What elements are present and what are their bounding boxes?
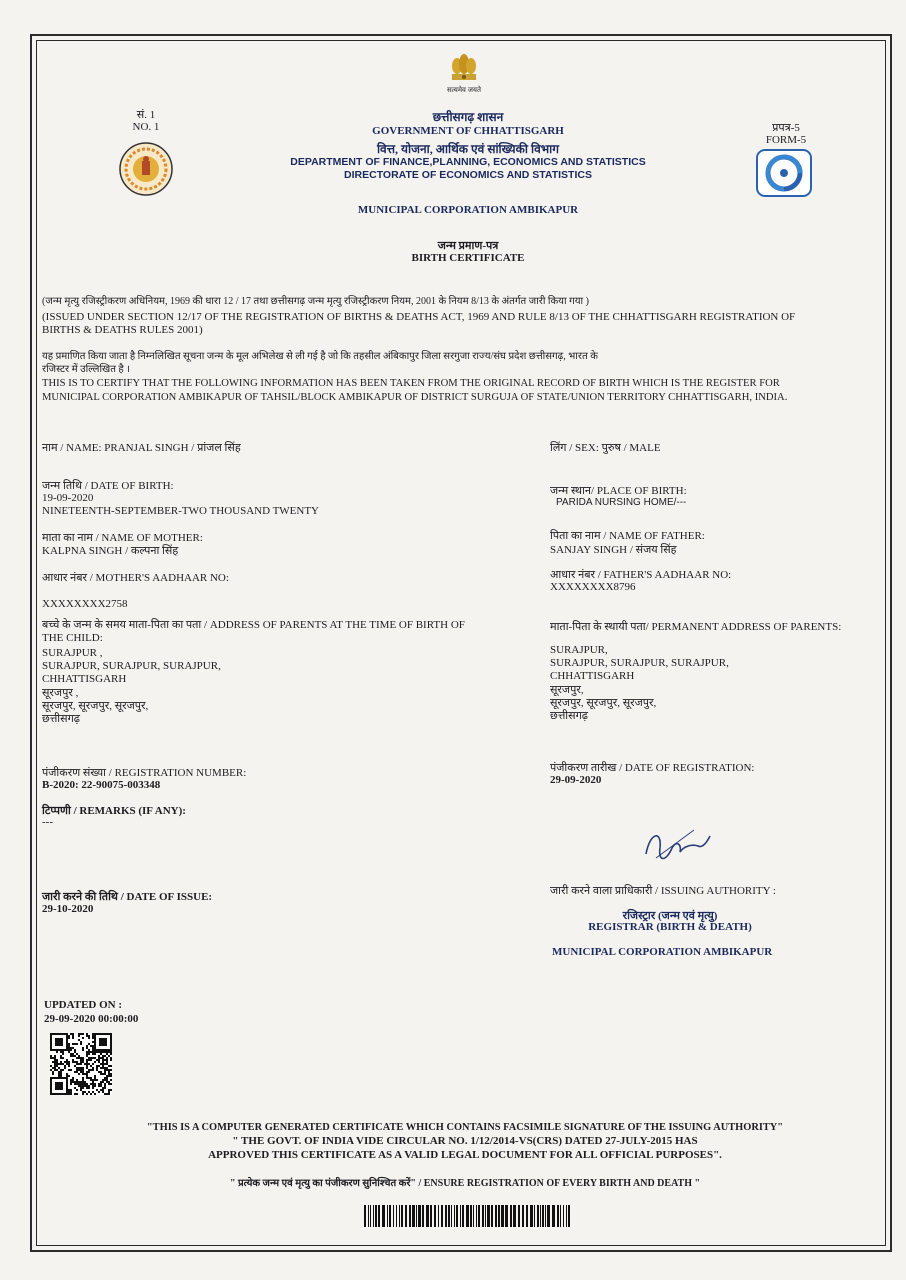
issued-under-en-2: BIRTHS & DEATHS RULES 2001) (42, 324, 203, 336)
pob-value: PARIDA NURSING HOME/--- (556, 497, 687, 508)
form-label-en: FORM-5 (765, 134, 807, 146)
remarks-label: टिप्पणी / REMARKS (IF ANY): (42, 805, 186, 817)
govt-name-en: GOVERNMENT OF CHHATTISGARH (372, 125, 564, 137)
child-name: नाम / NAME: PRANJAL SINGH / प्रांजल सिंह (42, 442, 241, 454)
registrar-hi: रजिस्ट्रार (जन्म एवं मृत्यु) (622, 910, 718, 922)
issuing-authority-label: जारी करने वाला प्राधिकारी / ISSUING AUTHORITY : (550, 885, 776, 897)
registration-number-value: B-2020: 22-90075-003348 (42, 779, 161, 791)
certificate-title-en: BIRTH CERTIFICATE (411, 252, 525, 264)
dob-in-words: NINETEENTH-SEPTEMBER-TWO THOUSAND TWENTY (42, 505, 320, 517)
pob-label: जन्म स्थान/ PLACE OF BIRTH: (550, 485, 687, 497)
govt-circular-note: " THE GOVT. OF INDIA VIDE CIRCULAR NO. 1/12/2014-VS(CRS) DATED 27-JULY-2015 HAS (232, 1135, 698, 1147)
address-at-birth-label: बच्चे के जन्म के समय माता-पिता का पता / ADDRESS OF PARENTS AT THE TIME OF BIRTH OF THE CHILD: (42, 619, 465, 645)
computer-generated-note: "THIS IS A COMPUTER GENERATED CERTIFICATE WHICH CONTAINS FACSIMILE SIGNATURE OF THE ISSUING AUTHORITY" (146, 1122, 784, 1133)
issue-date-label: जारी करने की तिथि / DATE OF ISSUE: (42, 891, 213, 903)
chhattisgarh-seal-icon (118, 141, 174, 197)
certify-hi-1: यह प्रमाणित किया जाता है निम्नलिखित सूचना जन्म के मूल अभिलेख से ली गई है जो कि तहसील अंबिकापुर जिला सरगुजा राज्य/संघ प्रदेश छत्तीसगढ़, भारत के (42, 351, 598, 362)
dob-label: जन्म तिथि / DATE OF BIRTH: (42, 480, 174, 492)
registration-date-value: 29-09-2020 (550, 774, 602, 786)
permanent-address-value: SURAJPUR, SURAJPUR, SURAJPUR, SURAJPUR, CHHATTISGARH सूरजपुर, सूरजपुर, सूरजपुर, सूरजपुर, छत्तीसगढ़ (550, 644, 729, 722)
father-aadhaar-label: आधार नंबर / FATHER'S AADHAAR NO: (550, 569, 732, 581)
emblem-motto: सत्यमेव जयते (447, 86, 481, 94)
updated-on-label: UPDATED ON : (44, 999, 123, 1011)
mother-aadhaar-value: XXXXXXXX2758 (42, 598, 128, 610)
department-en: DEPARTMENT OF FINANCE,PLANNING, ECONOMICS AND STATISTICS (290, 156, 646, 168)
mother-aadhaar-label: आधार नंबर / MOTHER'S AADHAAR NO: (42, 572, 229, 584)
sex: लिंग / SEX: पुरुष / MALE (550, 442, 661, 454)
mother-name-label: माता का नाम / NAME OF MOTHER: (42, 532, 203, 544)
permanent-address-label: माता-पिता के स्थायी पता/ PERMANENT ADDRESS OF PARENTS: (550, 621, 842, 633)
signature-mark (636, 818, 716, 868)
updated-on-value: 29-09-2020 00:00:00 (44, 1013, 139, 1025)
father-name-value: SANJAY SINGH / संजय सिंह (550, 544, 677, 556)
registration-date-label: पंजीकरण तारीख / DATE OF REGISTRATION: (550, 762, 755, 774)
department-hi: वित्त, योजना, आर्थिक एवं सांख्यिकी विभाग (376, 142, 560, 156)
valid-document-note: APPROVED THIS CERTIFICATE AS A VALID LEGAL DOCUMENT FOR ALL OFFICIAL PURPOSES". (208, 1149, 722, 1161)
barcode-icon (364, 1205, 572, 1227)
number-label-hi: सं. 1 (136, 109, 156, 121)
certify-en-1: THIS IS TO CERTIFY THAT THE FOLLOWING INFORMATION HAS BEEN TAKEN FROM THE ORIGINAL RECORD OF BIRTH WHICH IS THE REGISTER FOR (42, 378, 780, 389)
qr-code-icon (50, 1033, 112, 1095)
govt-name-hi: छत्तीसगढ़ शासन (432, 110, 504, 124)
issued-under-hi: (जन्म मृत्यु रजिस्ट्रीकरण अधिनियम, 1969 की धारा 12 / 17 तथा छत्तीसगढ़ जन्म मृत्यु रजिस्ट्रीकरण नियम, 2001 के नियम 8/13 के अंतर्गत जारी किया गया ) (42, 296, 589, 307)
certify-en-2: MUNICIPAL CORPORATION AMBIKAPUR OF TAHSIL/BLOCK AMBIKAPUR OF DISTRICT SURGUJA OF STATE/UNION TERRITORY CHHATTISGARH, INDIA. (42, 392, 788, 403)
father-name-label: पिता का नाम / NAME OF FATHER: (550, 530, 705, 542)
state-emblem-icon (446, 52, 482, 84)
dob-value: 19-09-2020 (42, 492, 94, 504)
registrar-en: REGISTRAR (BIRTH & DEATH) (588, 921, 752, 933)
father-aadhaar-value: XXXXXXXX8796 (550, 581, 636, 593)
number-label-en: NO. 1 (132, 121, 160, 133)
crs-logo-icon (756, 149, 812, 197)
remarks-value: --- (42, 816, 53, 828)
mother-name-value: KALPNA SINGH / कल्पना सिंह (42, 545, 179, 557)
certify-hi-2: रजिस्टर में उल्लिखित है । (42, 364, 131, 375)
issue-date-value: 29-10-2020 (42, 903, 94, 915)
ensure-registration-note: " प्रत्येक जन्म एवं मृत्यु का पंजीकरण सुनिश्चित करें" / ENSURE REGISTRATION OF EVERY BIRTH AND DEATH " (229, 1178, 701, 1189)
corporation-title: MUNICIPAL CORPORATION AMBIKAPUR (357, 204, 579, 216)
address-at-birth-value: SURAJPUR , SURAJPUR, SURAJPUR, SURAJPUR, CHHATTISGARH सूरजपुर , सूरजपुर, सूरजपुर, सूरजपुर, छत्तीसगढ़ (42, 647, 221, 725)
directorate: DIRECTORATE OF ECONOMICS AND STATISTICS (344, 169, 592, 181)
authority-corporation: MUNICIPAL CORPORATION AMBIKAPUR (552, 946, 773, 958)
issued-under-en-1: (ISSUED UNDER SECTION 12/17 OF THE REGISTRATION OF BIRTHS & DEATHS ACT, 1969 AND RULE 8/13 OF THE CHHATTISGARH REGISTRATION OF (42, 311, 796, 323)
registration-number-label: पंजीकरण संख्या / REGISTRATION NUMBER: (42, 767, 247, 779)
form-label-hi: प्रपत्र-5 (772, 122, 800, 134)
certificate-title-hi: जन्म प्रमाण-पत्र (437, 240, 499, 252)
